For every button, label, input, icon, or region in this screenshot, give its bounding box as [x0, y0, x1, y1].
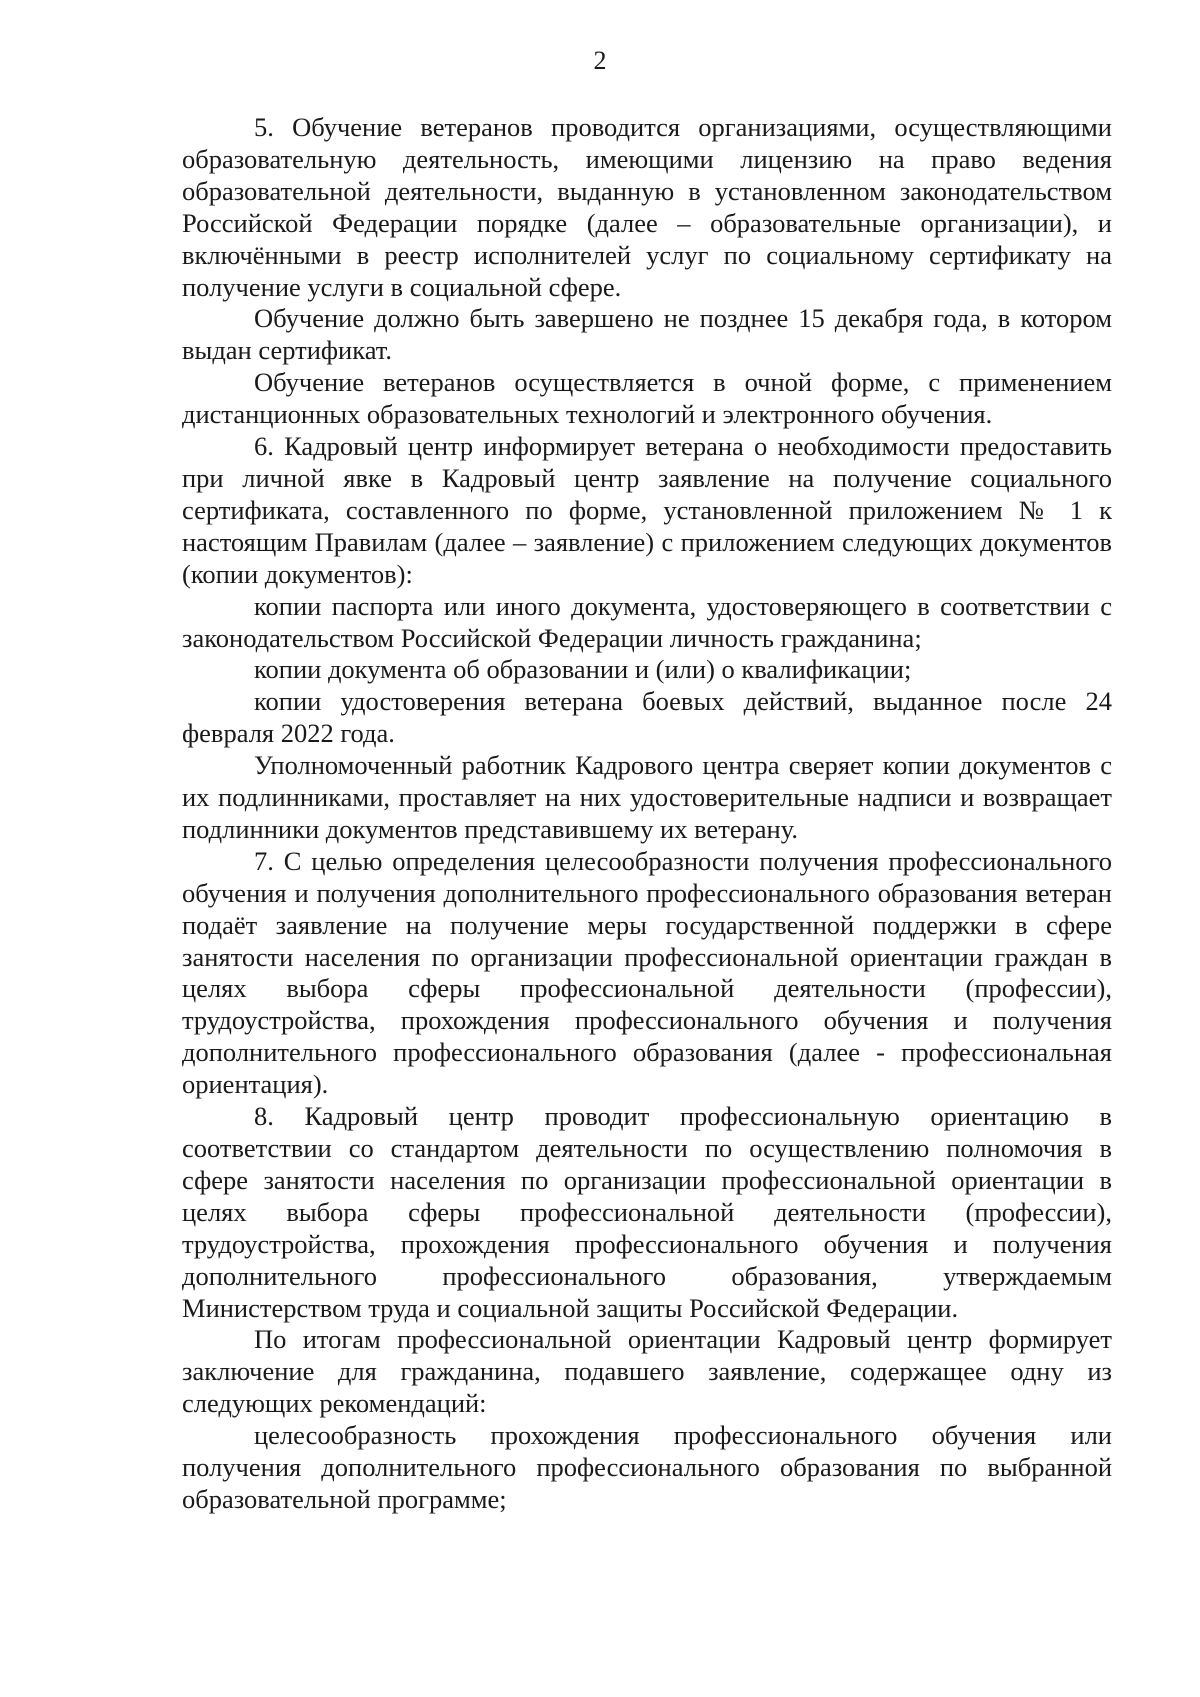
paragraph-deadline: Обучение должно быть завершено не позднее 15 декабря года, в котором выдан сертификат. [182, 303, 1112, 366]
paragraph-5: 5. Обучение ветеранов проводится организациями, осуществляющими образовательную деятельность, имеющими лицензию на право ведения образовательной деятельности, выданную в установленном законодательством Российской Федерации порядке (далее – образовательные организации), и включёнными в реестр исполнителей услуг по социальному сертификату на получение услуги в социальной сфере. [182, 112, 1112, 302]
list-item-education: копии документа об образовании и (или) о квалификации; [254, 654, 912, 685]
paragraph-verification: Уполномоченный работник Кадрового центра сверяет копии документов с их подлинниками, проставляет на них удостоверительные надписи и возвращает подлинники документов представившему их ветерану. [182, 750, 1112, 844]
paragraph-7: 7. С целью определения целесообразности получения профессионального обучения и получения дополнительного профессионального образования ветеран подаёт заявление на получение меры государственной поддержки в сфере занятости населения по организации профессиональной ориентации граждан в целях выбора сферы профессиональной деятельности (профессии), трудоустройства, прохождения профессионального обучения и получения дополнительного профессионального образования (далее - профессиональная ориентация). [182, 845, 1112, 1100]
list-item-passport: копии паспорта или иного документа, удостоверяющего в соответствии с законодательством Российской Федерации личность гражданина; [182, 590, 1112, 653]
document-body [182, 112, 1112, 1516]
list-item-recommendation: целесообразность прохождения профессионального обучения или получения дополнительного профессионального образования по выбранной образовательной программе; [182, 1420, 1112, 1514]
paragraph-conclusion: По итогам профессиональной ориентации Кадровый центр формирует заключение для гражданина, подавшего заявление, содержащее одну из следующих рекомендаций: [182, 1324, 1112, 1419]
list-item-veteran-id: копии удостоверения ветерана боевых действий, выданное после 24 февраля 2022 года. [182, 686, 1112, 749]
paragraph-8: 8. Кадровый центр проводит профессиональную ориентацию в соответствии со стандартом деятельности по осуществлению полномочия в сфере занятости населения по организации профессиональной ориентации в целях выбора сферы профессиональной деятельности (профессии), трудоустройства, прохождения профессионального обучения и получения дополнительного профессионального образования, утверждаемым Министерством труда и социальной защиты Российской Федерации. [182, 1101, 1112, 1323]
paragraph-form: Обучение ветеранов осуществляется в очной форме, с применением дистанционных образовательных технологий и электронного обучения. [182, 367, 1112, 430]
page-number: 2 [593, 46, 607, 75]
paragraph-6: 6. Кадровый центр информирует ветерана о необходимости предоставить при личной явке в Кадровый центр заявление на получение социального сертификата, составленного по форме, установленной приложением № 1 к настоящим Правилам (далее – заявление) с приложением следующих документов (копии документов): [182, 431, 1112, 589]
